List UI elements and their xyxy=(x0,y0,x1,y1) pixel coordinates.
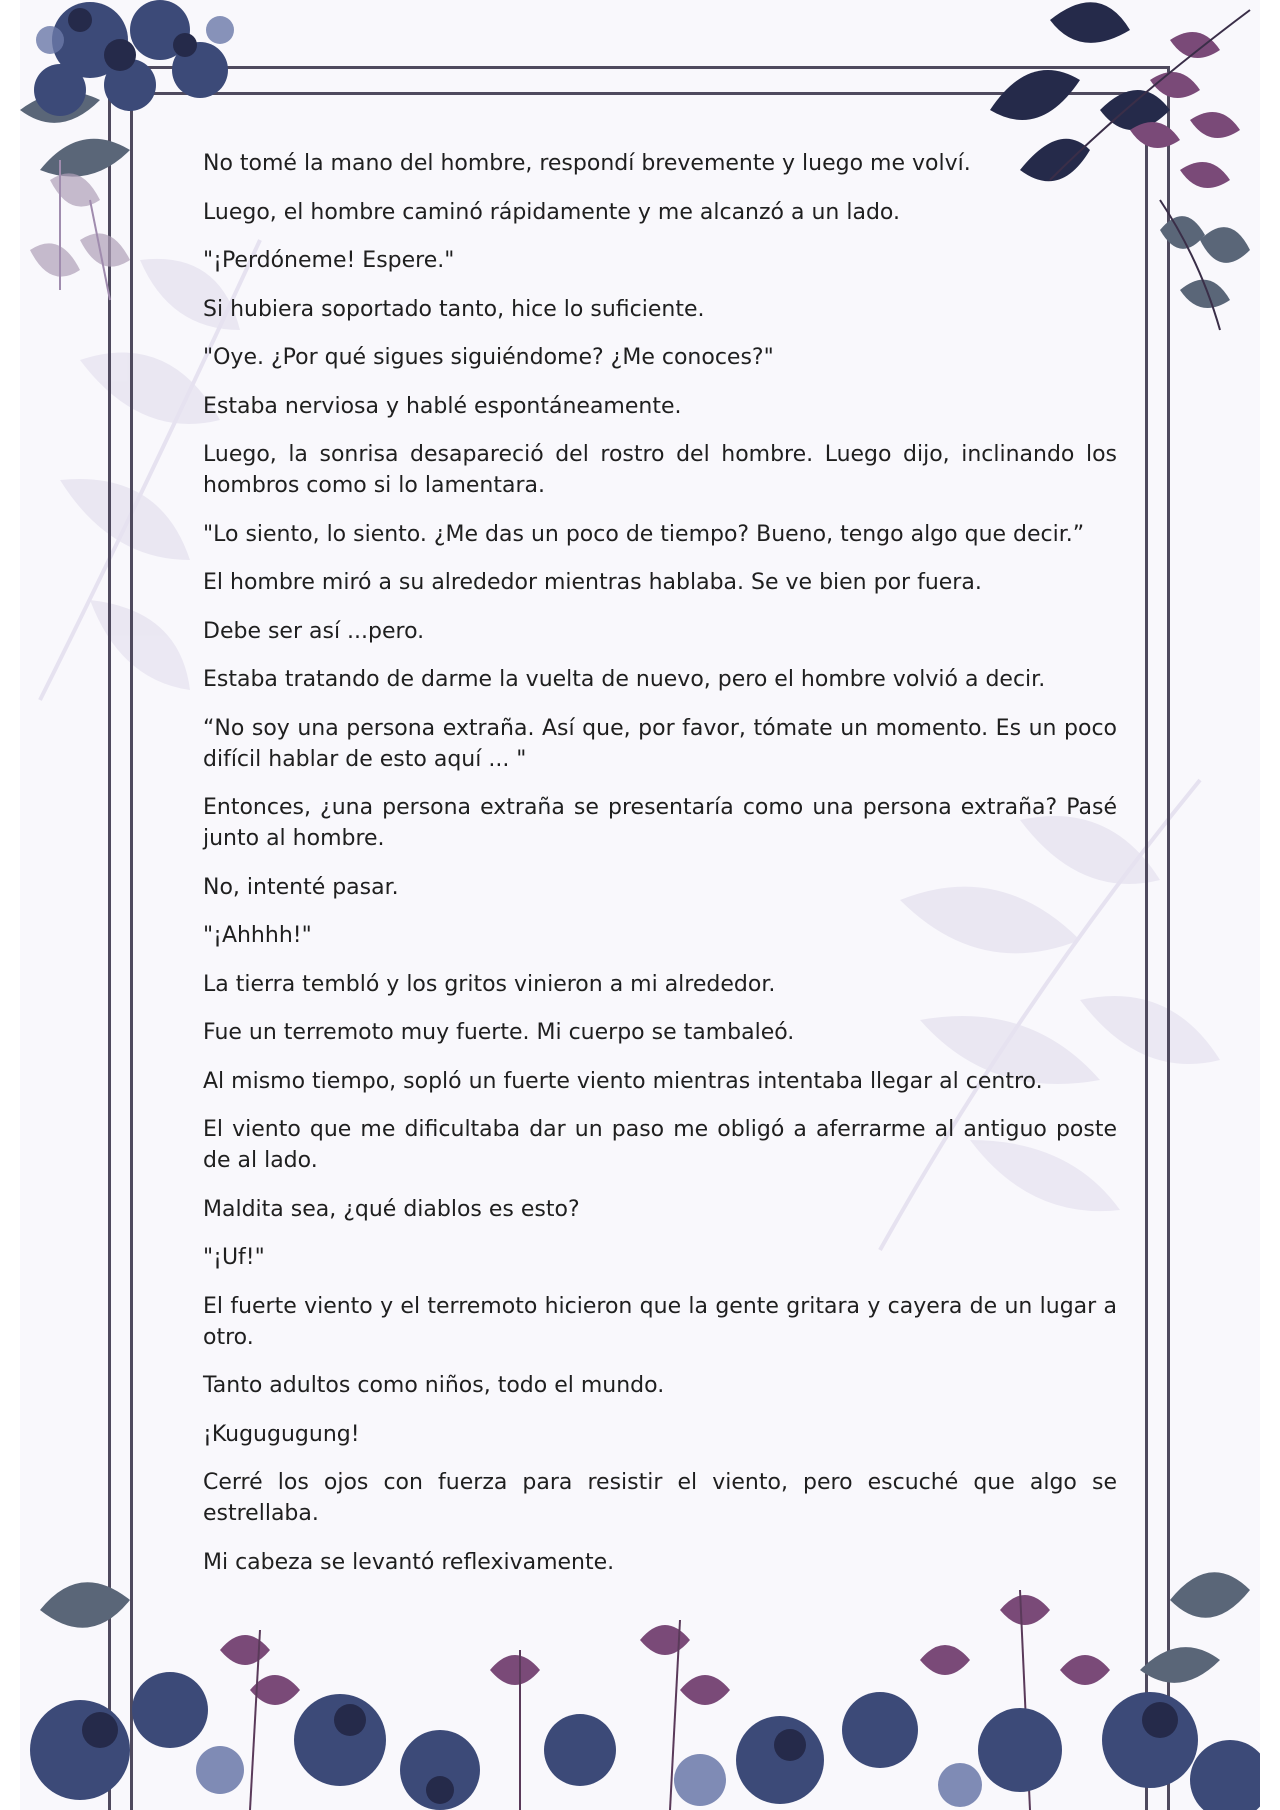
paragraph: No, intenté pasar. xyxy=(203,874,399,900)
document-page xyxy=(20,0,1260,1810)
paragraph: No tomé la mano del hombre, respondí brevemente y luego me volví. xyxy=(203,151,971,176)
story-text xyxy=(203,148,1117,1595)
paragraph: Estaba tratando de darme la vuelta de nuevo, pero el hombre volvió a decir. xyxy=(203,667,1046,692)
paragraph: Estaba nerviosa y hablé espontáneamente. xyxy=(203,393,682,419)
paragraph: "¡Ahhhh!" xyxy=(203,923,312,948)
paragraph: "¡Perdóneme! Espere." xyxy=(203,248,455,273)
paragraph: El fuerte viento y el terremoto hicieron que la gente gritara y cayera de un lugar a otro. xyxy=(203,1293,1117,1350)
paragraph: Maldita sea, ¿qué diablos es esto? xyxy=(203,1196,580,1222)
paragraph: "Oye. ¿Por qué sigues siguiéndome? ¿Me conoces?" xyxy=(203,345,774,370)
paragraph: Luego, la sonrisa desapareció del rostro del hombre. Luego dijo, inclinando los hombros como si lo lamentara. xyxy=(203,442,1117,498)
paragraph: “No soy una persona extraña. Así que, por favor, tómate un momento. Es un poco difícil hablar de esto aquí ... " xyxy=(203,715,1117,772)
paragraph: "¡Uf!" xyxy=(203,1245,265,1270)
paragraph: Al mismo tiempo, sopló un fuerte viento mientras intentaba llegar al centro. xyxy=(203,1068,1043,1094)
paragraph: "Lo siento, lo siento. ¿Me das un poco de tiempo? Bueno, tengo algo que decir.” xyxy=(203,521,1085,547)
paragraph: Debe ser así ...pero. xyxy=(203,618,425,644)
paragraph: Si hubiera soportado tanto, hice lo suficiente. xyxy=(203,296,705,322)
paragraph: Entonces, ¿una persona extraña se presentaría como una persona extraña? Pasé junto al hombre. xyxy=(203,795,1117,851)
paragraph: El viento que me dificultaba dar un paso me obligó a aferrarme al antiguo poste de al lado. xyxy=(203,1117,1117,1173)
paragraph: Mi cabeza se levantó reflexivamente. xyxy=(203,1549,615,1575)
paragraph: La tierra tembló y los gritos vinieron a mi alrededor. xyxy=(203,971,776,997)
paragraph: Cerré los ojos con fuerza para resistir el viento, pero escuché que algo se estrellaba. xyxy=(203,1470,1117,1526)
paragraph: El hombre miró a su alrededor mientras hablaba. Se ve bien por fuera. xyxy=(203,570,982,595)
paragraph: Luego, el hombre caminó rápidamente y me alcanzó a un lado. xyxy=(203,199,900,225)
paragraph: Tanto adultos como niños, todo el mundo. xyxy=(203,1373,665,1398)
paragraph: Fue un terremoto muy fuerte. Mi cuerpo se tambaleó. xyxy=(203,1020,795,1045)
paragraph: ¡Kugugugung! xyxy=(203,1421,360,1447)
